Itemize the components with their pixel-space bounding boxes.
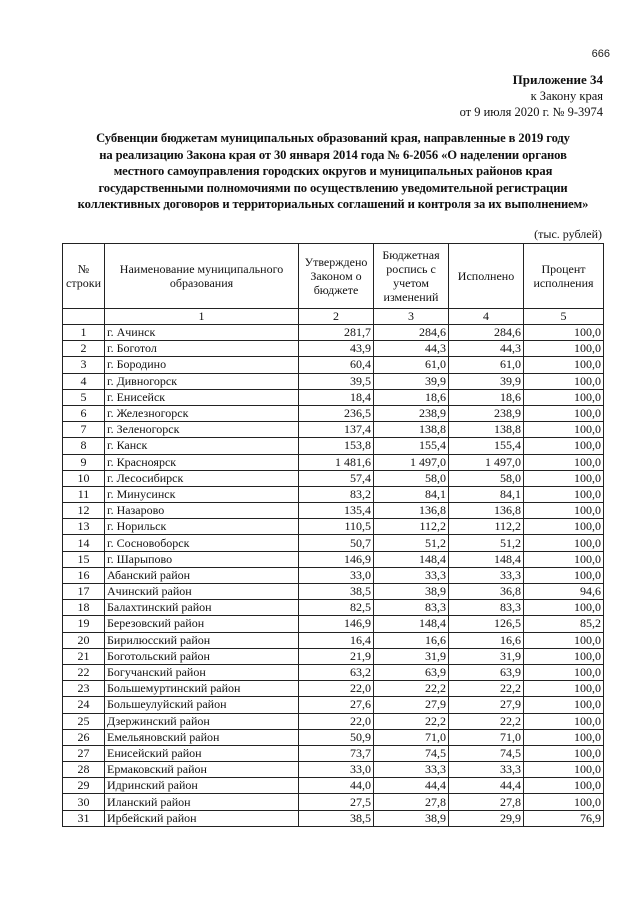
executed-amount: 112,2	[449, 519, 524, 535]
row-number: 15	[63, 551, 105, 567]
executed-amount: 1 497,0	[449, 454, 524, 470]
execution-percent: 100,0	[524, 729, 604, 745]
row-number: 9	[63, 454, 105, 470]
appendix-reference	[460, 72, 603, 120]
table-row	[63, 551, 604, 567]
row-number: 25	[63, 713, 105, 729]
municipality-name: г. Минусинск	[105, 486, 299, 502]
approved-amount: 33,0	[299, 762, 374, 778]
executed-amount: 44,4	[449, 778, 524, 794]
budget-schedule-amount: 38,9	[374, 584, 449, 600]
approved-amount: 236,5	[299, 405, 374, 421]
row-number: 10	[63, 470, 105, 486]
approved-amount: 43,9	[299, 341, 374, 357]
table-row	[63, 616, 604, 632]
executed-amount: 16,6	[449, 632, 524, 648]
execution-percent: 100,0	[524, 551, 604, 567]
table-row	[63, 713, 604, 729]
budget-schedule-amount: 27,8	[374, 794, 449, 810]
execution-percent: 100,0	[524, 745, 604, 761]
budget-schedule-amount: 136,8	[374, 503, 449, 519]
header-municipality: Наименование муниципального образования	[105, 244, 299, 309]
table-row	[63, 357, 604, 373]
execution-percent: 100,0	[524, 422, 604, 438]
approved-amount: 57,4	[299, 470, 374, 486]
approved-amount: 137,4	[299, 422, 374, 438]
approved-amount: 83,2	[299, 486, 374, 502]
executed-amount: 39,9	[449, 373, 524, 389]
row-number: 29	[63, 778, 105, 794]
row-number: 8	[63, 438, 105, 454]
budget-schedule-amount: 58,0	[374, 470, 449, 486]
execution-percent: 94,6	[524, 584, 604, 600]
municipality-name: г. Сосновоборск	[105, 535, 299, 551]
title-line: Субвенции бюджетам муниципальных образований края, направленные в 2019 году	[96, 131, 570, 145]
budget-schedule-amount: 74,5	[374, 745, 449, 761]
municipality-name: Ирбейский район	[105, 810, 299, 826]
executed-amount: 126,5	[449, 616, 524, 632]
header-budget-schedule: Бюджетная роспись с учетом изменений	[374, 244, 449, 309]
table-row	[63, 745, 604, 761]
executed-amount: 284,6	[449, 325, 524, 341]
budget-schedule-amount: 84,1	[374, 486, 449, 502]
executed-amount: 33,3	[449, 762, 524, 778]
budget-schedule-amount: 155,4	[374, 438, 449, 454]
budget-schedule-amount: 38,9	[374, 810, 449, 826]
row-number: 1	[63, 325, 105, 341]
approved-amount: 153,8	[299, 438, 374, 454]
approved-amount: 110,5	[299, 519, 374, 535]
executed-amount: 83,3	[449, 600, 524, 616]
executed-amount: 27,9	[449, 697, 524, 713]
approved-amount: 82,5	[299, 600, 374, 616]
execution-percent: 76,9	[524, 810, 604, 826]
table-row	[63, 454, 604, 470]
municipality-name: г. Лесосибирск	[105, 470, 299, 486]
municipality-name: Енисейский район	[105, 745, 299, 761]
row-number: 2	[63, 341, 105, 357]
budget-schedule-amount: 1 497,0	[374, 454, 449, 470]
executed-amount: 71,0	[449, 729, 524, 745]
table-body	[63, 325, 604, 827]
column-index: 5	[524, 309, 604, 325]
municipality-name: Большеулуйский район	[105, 697, 299, 713]
budget-schedule-amount: 31,9	[374, 648, 449, 664]
execution-percent: 100,0	[524, 713, 604, 729]
execution-percent: 100,0	[524, 794, 604, 810]
budget-schedule-amount: 51,2	[374, 535, 449, 551]
executed-amount: 138,8	[449, 422, 524, 438]
municipality-name: Большемуртинский район	[105, 681, 299, 697]
municipality-name: Дзержинский район	[105, 713, 299, 729]
table-row	[63, 422, 604, 438]
execution-percent: 100,0	[524, 454, 604, 470]
municipality-name: Бирилюсский район	[105, 632, 299, 648]
executed-amount: 84,1	[449, 486, 524, 502]
execution-percent: 100,0	[524, 600, 604, 616]
table-row	[63, 778, 604, 794]
row-number: 14	[63, 535, 105, 551]
municipality-name: Абанский район	[105, 567, 299, 583]
appendix-date-line: от 9 июля 2020 г. № 9-3974	[459, 105, 603, 119]
column-index	[63, 309, 105, 325]
execution-percent: 100,0	[524, 470, 604, 486]
municipality-name: Богучанский район	[105, 664, 299, 680]
approved-amount: 27,6	[299, 697, 374, 713]
budget-schedule-amount: 39,9	[374, 373, 449, 389]
budget-schedule-amount: 18,6	[374, 389, 449, 405]
municipality-name: Идринский район	[105, 778, 299, 794]
row-number: 30	[63, 794, 105, 810]
row-number: 28	[63, 762, 105, 778]
executed-amount: 36,8	[449, 584, 524, 600]
budget-schedule-amount: 61,0	[374, 357, 449, 373]
row-number: 20	[63, 632, 105, 648]
document-title	[58, 130, 608, 213]
subventions-table	[62, 243, 604, 827]
table-row	[63, 389, 604, 405]
executed-amount: 27,8	[449, 794, 524, 810]
table-row	[63, 794, 604, 810]
approved-amount: 33,0	[299, 567, 374, 583]
header-row-number: № строки	[63, 244, 105, 309]
approved-amount: 73,7	[299, 745, 374, 761]
approved-amount: 27,5	[299, 794, 374, 810]
execution-percent: 100,0	[524, 357, 604, 373]
municipality-name: г. Дивногорск	[105, 373, 299, 389]
municipality-name: Ермаковский район	[105, 762, 299, 778]
table-row	[63, 681, 604, 697]
table-row	[63, 697, 604, 713]
execution-percent: 100,0	[524, 697, 604, 713]
execution-percent: 100,0	[524, 503, 604, 519]
approved-amount: 146,9	[299, 616, 374, 632]
execution-percent: 100,0	[524, 373, 604, 389]
executed-amount: 58,0	[449, 470, 524, 486]
executed-amount: 148,4	[449, 551, 524, 567]
approved-amount: 38,5	[299, 584, 374, 600]
table-row	[63, 664, 604, 680]
executed-amount: 22,2	[449, 713, 524, 729]
municipality-name: г. Боготол	[105, 341, 299, 357]
municipality-name: г. Норильск	[105, 519, 299, 535]
table-row	[63, 567, 604, 583]
municipality-name: Ачинский район	[105, 584, 299, 600]
page-number: 666	[591, 48, 610, 60]
row-number: 6	[63, 405, 105, 421]
executed-amount: 136,8	[449, 503, 524, 519]
municipality-name: Емельяновский район	[105, 729, 299, 745]
executed-amount: 63,9	[449, 664, 524, 680]
execution-percent: 100,0	[524, 438, 604, 454]
approved-amount: 21,9	[299, 648, 374, 664]
budget-schedule-amount: 16,6	[374, 632, 449, 648]
approved-amount: 1 481,6	[299, 454, 374, 470]
municipality-name: г. Бородино	[105, 357, 299, 373]
table-row	[63, 486, 604, 502]
execution-percent: 100,0	[524, 648, 604, 664]
executed-amount: 238,9	[449, 405, 524, 421]
municipality-name: Балахтинский район	[105, 600, 299, 616]
executed-amount: 18,6	[449, 389, 524, 405]
approved-amount: 22,0	[299, 713, 374, 729]
row-number: 31	[63, 810, 105, 826]
row-number: 11	[63, 486, 105, 502]
table-row	[63, 503, 604, 519]
execution-percent: 100,0	[524, 519, 604, 535]
table-row	[63, 519, 604, 535]
title-line: коллективных договоров и территориальных соглашений и контроля за их выполнением»	[77, 197, 589, 212]
municipality-name: г. Красноярск	[105, 454, 299, 470]
approved-amount: 22,0	[299, 681, 374, 697]
table-row	[63, 648, 604, 664]
table-row	[63, 600, 604, 616]
approved-amount: 44,0	[299, 778, 374, 794]
row-number: 27	[63, 745, 105, 761]
municipality-name: Боготольский район	[105, 648, 299, 664]
approved-amount: 39,5	[299, 373, 374, 389]
title-line: на реализацию Закона края от 30 января 2014 года № 6-2056 «О наделении органов	[99, 147, 567, 162]
table-row	[63, 373, 604, 389]
row-number: 17	[63, 584, 105, 600]
budget-schedule-amount: 138,8	[374, 422, 449, 438]
header-approved: Утверждено Законом о бюджете	[299, 244, 374, 309]
execution-percent: 100,0	[524, 389, 604, 405]
execution-percent: 100,0	[524, 664, 604, 680]
executed-amount: 74,5	[449, 745, 524, 761]
table-row	[63, 729, 604, 745]
executed-amount: 31,9	[449, 648, 524, 664]
budget-schedule-amount: 284,6	[374, 325, 449, 341]
table-row	[63, 584, 604, 600]
header-percent: Процент исполнения	[524, 244, 604, 309]
row-number: 4	[63, 373, 105, 389]
row-number: 21	[63, 648, 105, 664]
executed-amount: 44,3	[449, 341, 524, 357]
execution-percent: 85,2	[524, 616, 604, 632]
table-row	[63, 405, 604, 421]
municipality-name: г. Ачинск	[105, 325, 299, 341]
budget-schedule-amount: 148,4	[374, 551, 449, 567]
row-number: 19	[63, 616, 105, 632]
municipality-name: г. Шарыпово	[105, 551, 299, 567]
row-number: 12	[63, 503, 105, 519]
municipality-name: Иланский район	[105, 794, 299, 810]
row-number: 16	[63, 567, 105, 583]
executed-amount: 33,3	[449, 567, 524, 583]
execution-percent: 100,0	[524, 405, 604, 421]
table-row	[63, 810, 604, 826]
municipality-name: г. Железногорск	[105, 405, 299, 421]
budget-schedule-amount: 238,9	[374, 405, 449, 421]
budget-schedule-amount: 27,9	[374, 697, 449, 713]
table-row	[63, 762, 604, 778]
municipality-name: г. Зеленогорск	[105, 422, 299, 438]
appendix-title: Приложение 34	[512, 72, 603, 87]
budget-schedule-amount: 71,0	[374, 729, 449, 745]
executed-amount: 29,9	[449, 810, 524, 826]
executed-amount: 155,4	[449, 438, 524, 454]
budget-schedule-amount: 22,2	[374, 713, 449, 729]
row-number: 26	[63, 729, 105, 745]
approved-amount: 60,4	[299, 357, 374, 373]
execution-percent: 100,0	[524, 632, 604, 648]
row-number: 13	[63, 519, 105, 535]
municipality-name: г. Енисейск	[105, 389, 299, 405]
execution-percent: 100,0	[524, 486, 604, 502]
column-index: 3	[374, 309, 449, 325]
appendix-law-line: к Закону края	[530, 89, 603, 103]
table-row	[63, 341, 604, 357]
approved-amount: 146,9	[299, 551, 374, 567]
municipality-name: г. Канск	[105, 438, 299, 454]
row-number: 5	[63, 389, 105, 405]
budget-schedule-amount: 63,9	[374, 664, 449, 680]
units-label: (тыс. рублей)	[534, 227, 602, 241]
row-number: 23	[63, 681, 105, 697]
approved-amount: 135,4	[299, 503, 374, 519]
approved-amount: 18,4	[299, 389, 374, 405]
column-index: 2	[299, 309, 374, 325]
approved-amount: 38,5	[299, 810, 374, 826]
budget-schedule-amount: 112,2	[374, 519, 449, 535]
execution-percent: 100,0	[524, 681, 604, 697]
table-row	[63, 535, 604, 551]
budget-schedule-amount: 22,2	[374, 681, 449, 697]
executed-amount: 51,2	[449, 535, 524, 551]
budget-schedule-amount: 33,3	[374, 567, 449, 583]
budget-schedule-amount: 148,4	[374, 616, 449, 632]
approved-amount: 63,2	[299, 664, 374, 680]
municipality-name: Березовский район	[105, 616, 299, 632]
table-header-row	[63, 244, 604, 309]
approved-amount: 50,9	[299, 729, 374, 745]
budget-schedule-amount: 44,4	[374, 778, 449, 794]
executed-amount: 61,0	[449, 357, 524, 373]
execution-percent: 100,0	[524, 778, 604, 794]
row-number: 3	[63, 357, 105, 373]
execution-percent: 100,0	[524, 567, 604, 583]
municipality-name: г. Назарово	[105, 503, 299, 519]
budget-schedule-amount: 83,3	[374, 600, 449, 616]
title-line: местного самоуправления городских округов и муниципальных районов края	[113, 164, 553, 179]
column-index: 1	[105, 309, 299, 325]
row-number: 7	[63, 422, 105, 438]
table-row	[63, 470, 604, 486]
row-number: 24	[63, 697, 105, 713]
execution-percent: 100,0	[524, 341, 604, 357]
row-number: 22	[63, 664, 105, 680]
table-row	[63, 438, 604, 454]
column-index: 4	[449, 309, 524, 325]
row-number: 18	[63, 600, 105, 616]
budget-schedule-amount: 33,3	[374, 762, 449, 778]
table-row	[63, 325, 604, 341]
execution-percent: 100,0	[524, 535, 604, 551]
table-row	[63, 632, 604, 648]
budget-schedule-amount: 44,3	[374, 341, 449, 357]
approved-amount: 16,4	[299, 632, 374, 648]
title-line: государственными полномочиями по осуществлению уведомительной регистрации	[98, 180, 568, 195]
approved-amount: 50,7	[299, 535, 374, 551]
column-index-row	[63, 309, 604, 325]
approved-amount: 281,7	[299, 325, 374, 341]
header-executed: Исполнено	[449, 244, 524, 309]
execution-percent: 100,0	[524, 325, 604, 341]
executed-amount: 22,2	[449, 681, 524, 697]
execution-percent: 100,0	[524, 762, 604, 778]
